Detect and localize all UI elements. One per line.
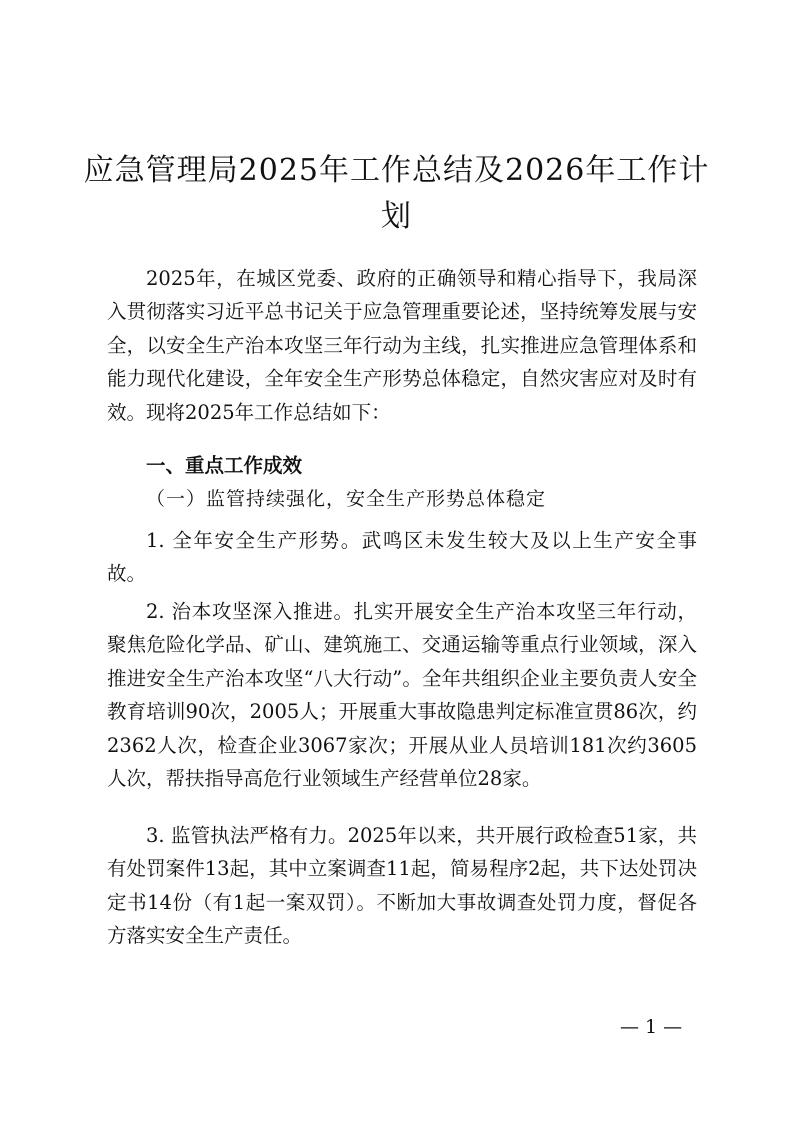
page-number: — 1 —: [620, 1016, 683, 1038]
intro-paragraph: 2025年，在城区党委、政府的正确领导和精心指导下，我局深入贯彻落实习近平总书记关于应急管理重要论述，坚持统筹发展与安全，以安全生产治本攻坚三年行动为主线，扎实推进应急管理体系和能力现代化建设，全年安全生产形势总体稳定，自然灾害应对及时有效。现将2025年工作总结如下：: [107, 267, 697, 424]
item-3-paragraph: 3. 监管执法严格有力。2025年以来，共开展行政检查51家，共有处罚案件13起，其中立案调查11起，简易程序2起，共下达处罚决定书14份（有1起一案双罚）。不断加大事故调查处罚力度，督促各方落实安全生产责任。: [107, 824, 697, 948]
section-heading: 一、重点工作成效: [146, 454, 303, 477]
item-1-paragraph: 1. 全年安全生产形势。武鸣区未发生较大及以上生产安全事故。: [107, 529, 697, 586]
document-title-line-2: 划: [381, 199, 412, 234]
document-title-line-1: 应急管理局2025年工作总结及2026年工作计: [83, 153, 710, 188]
subsection-heading: （一）监管持续强化，安全生产形势总体稳定: [146, 488, 547, 510]
item-2-paragraph: 2. 治本攻坚深入推进。扎实开展安全生产治本攻坚三年行动，聚焦危险化学品、矿山、建筑施工、交通运输等重点行业领域，深入推进安全生产治本攻坚“八大行动”。全年共组织企业主要负责人安全教育培训90次，2005人；开展重大事故隐患判定标准宣贯86次，约2362人次，检查企业3067家次；开展从业人员培训181次约3605人次，帮扶指导高危行业领域生产经营单位28家。: [107, 600, 697, 791]
